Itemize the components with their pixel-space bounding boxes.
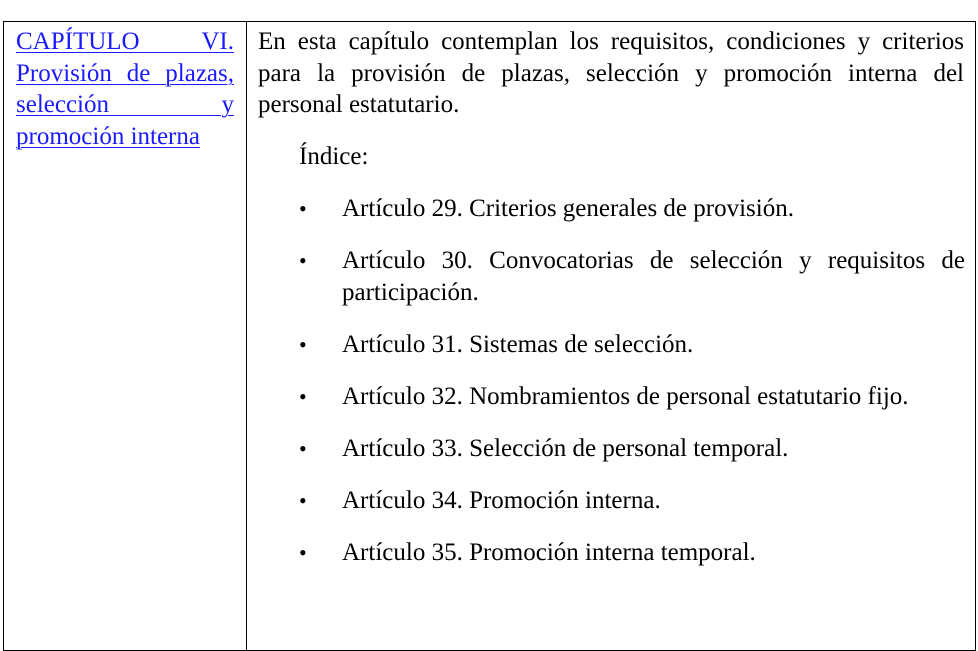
article-label: Artículo 33. Selección de personal temporal.: [342, 434, 789, 462]
bullet-icon: •: [299, 435, 307, 461]
article-label: Artículo 30. Convocatorias de selección y requisitos de participación.: [342, 247, 965, 306]
chapter-cell: [16, 26, 234, 152]
article-item: [299, 245, 965, 308]
article-item: [299, 537, 965, 569]
bullet-icon: •: [299, 196, 307, 221]
article-item: [299, 485, 965, 517]
article-label: Artículo 29. Criterios generales de provisión.: [342, 195, 794, 222]
article-label: Artículo 35. Promoción interna temporal.: [342, 538, 756, 566]
article-item: [299, 193, 965, 225]
bullet-icon: •: [299, 383, 307, 409]
article-list: [299, 193, 965, 589]
bullet-icon: •: [299, 331, 307, 357]
article-item: [299, 381, 965, 413]
bullet-icon: •: [299, 248, 307, 273]
index-title: Índice:: [299, 143, 369, 170]
article-item: [299, 329, 965, 361]
chapter-link[interactable]: CAPÍTULO VI. Provisión de plazas, selección y promoción interna: [16, 28, 234, 150]
article-label: Artículo 32. Nombramientos de personal estatutario fijo.: [342, 382, 909, 410]
bullet-icon: •: [299, 487, 307, 513]
bullet-icon: •: [299, 539, 307, 565]
chapter-intro: En esta capítulo contemplan los requisitos, condiciones y criterios para la provisión de plazas, selección y promoción interna del personal estatutario.: [258, 28, 964, 118]
article-label: Artículo 31. Sistemas de selección.: [342, 330, 694, 358]
article-label: Artículo 34. Promoción interna.: [342, 486, 661, 514]
article-item: [299, 433, 965, 465]
column-divider: [246, 21, 247, 651]
